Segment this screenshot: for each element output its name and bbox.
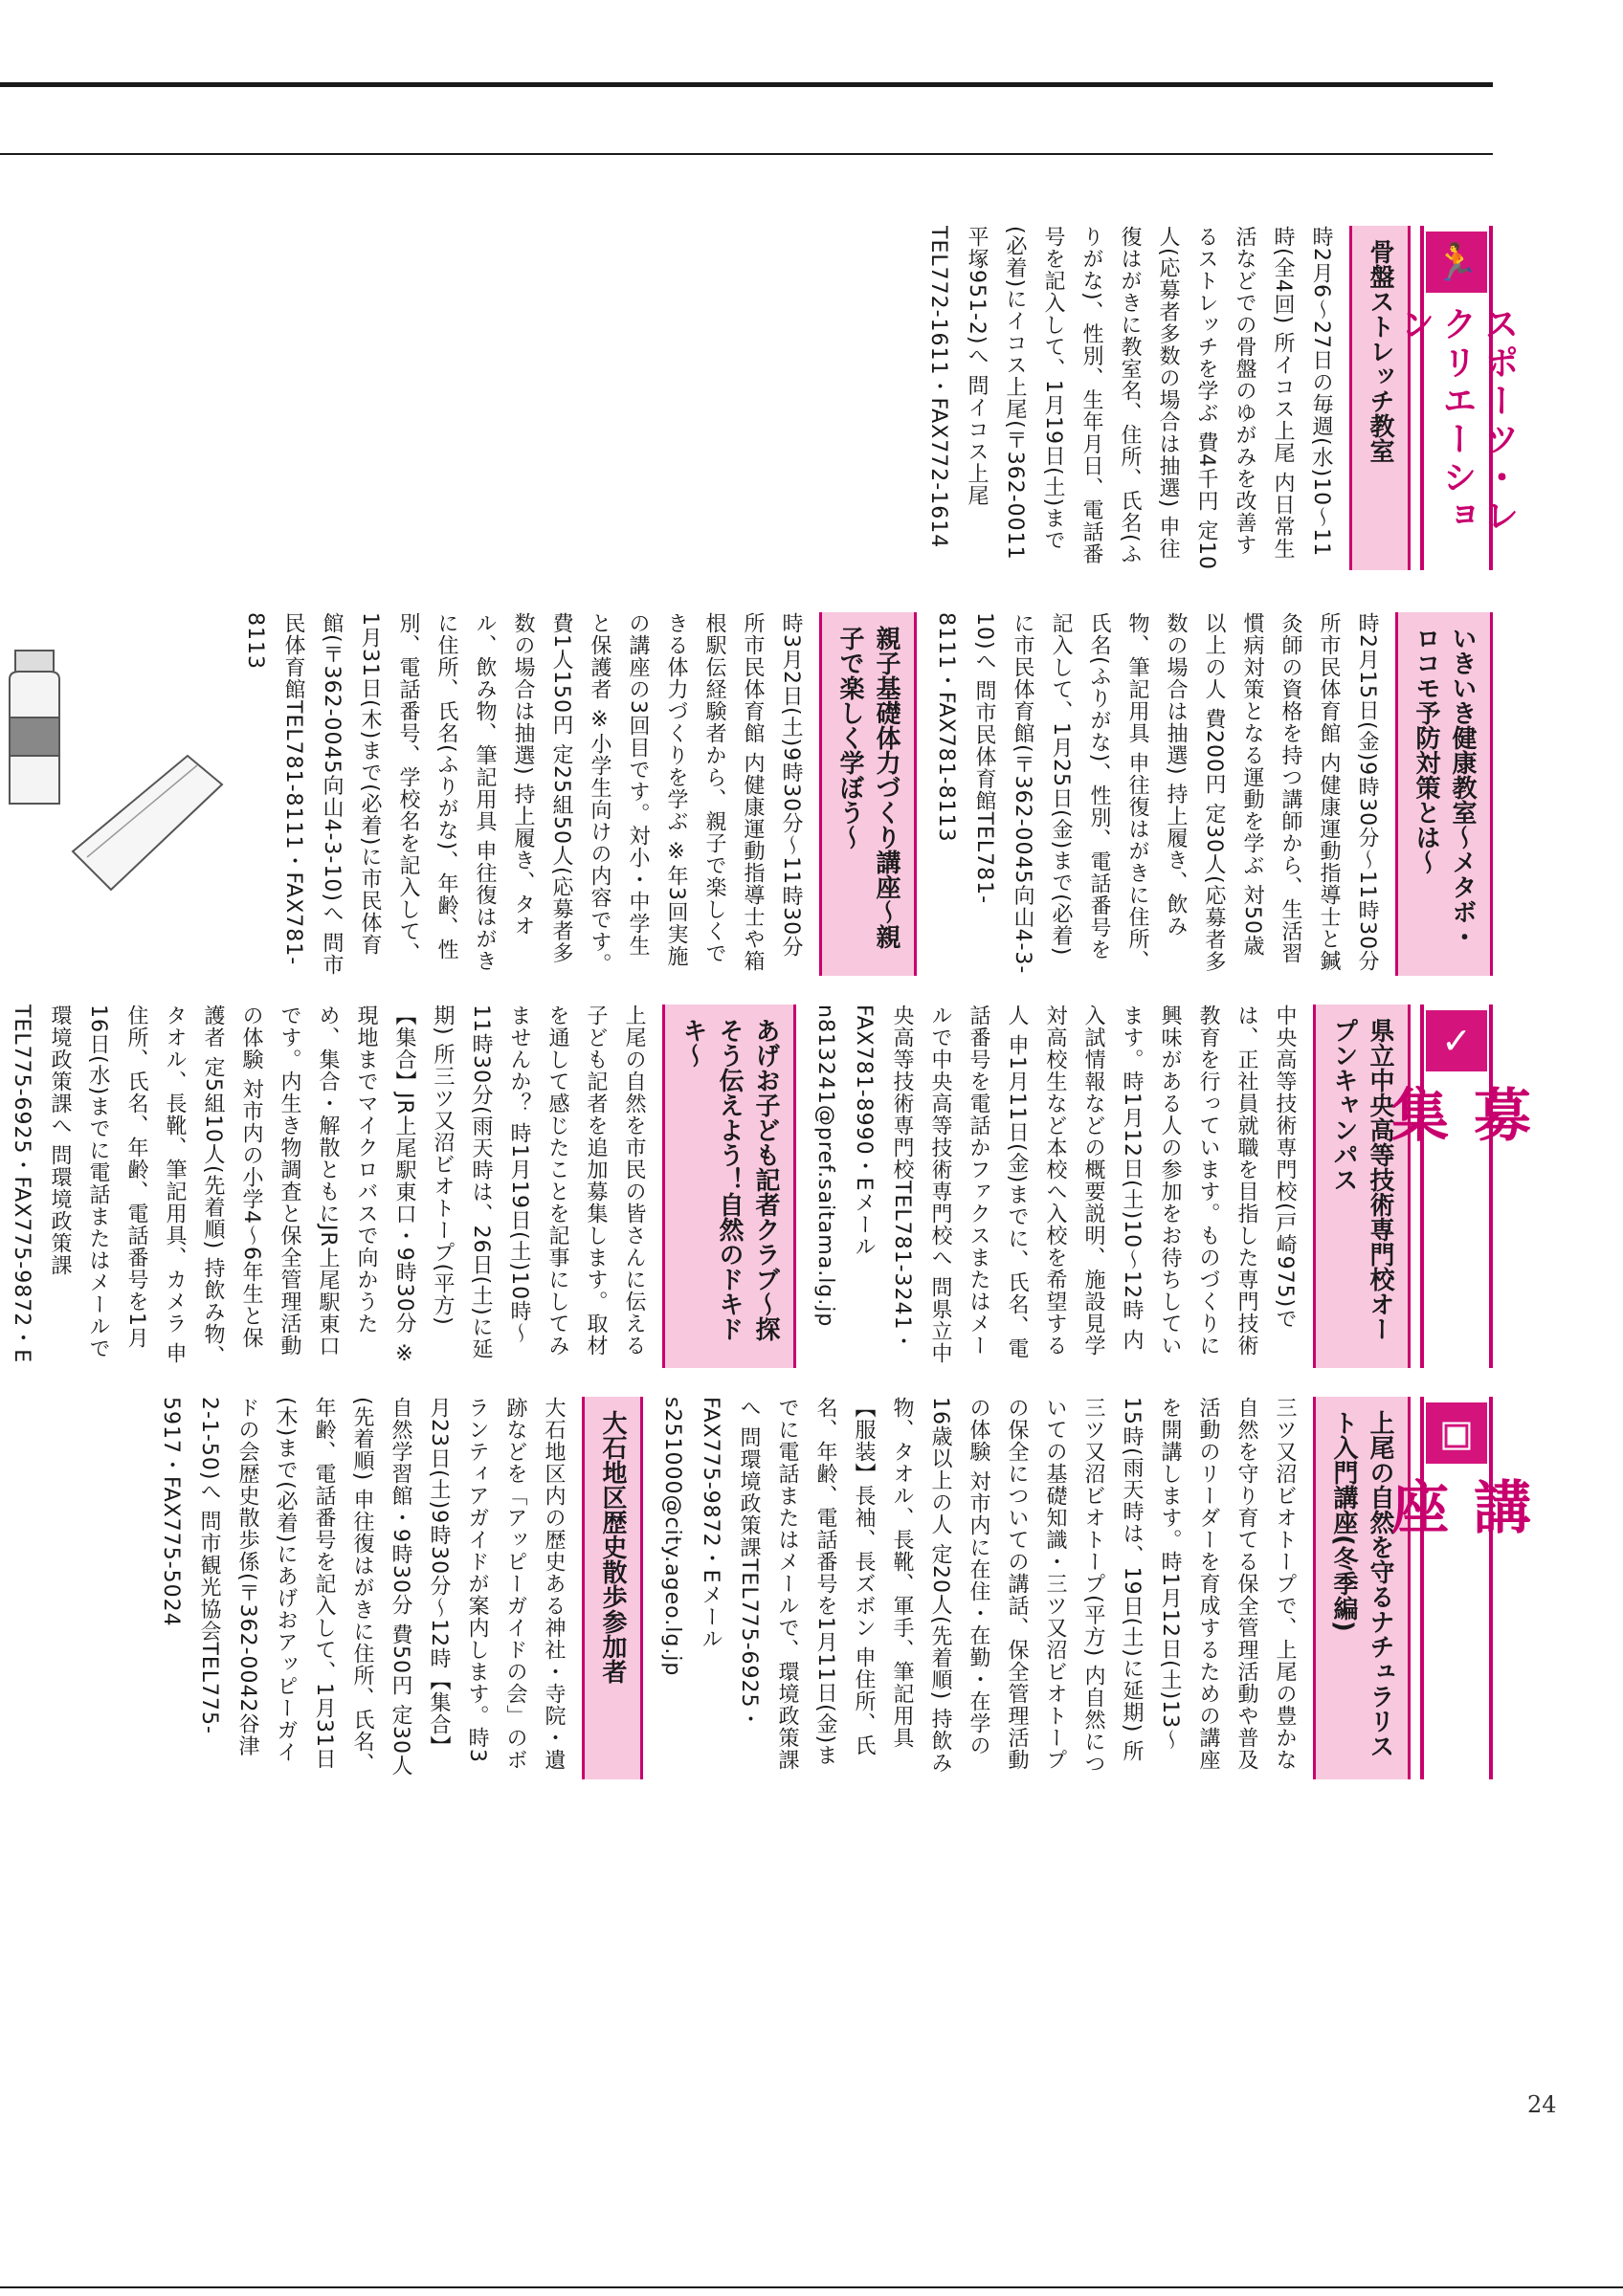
- school-body: 中央高等技術専門校(戸崎975)では、正社員就職を目指した専門技術教育を行っています。ものづくりに興味がある人の参加をお待ちしています。時1月12日(土)10～12時 内入試情報などの概要説明、施設見学 対高校生など本校へ入校を希望する人 申1月11日(金)までに、氏名、電話番号を電話かファクスまたはメールで中央高等技術専門校へ 問県立中央高等技術専門校TEL781-3241・FAX781-8990・Eメールn813241@pref.saitama.lg.jp: [813, 1004, 1297, 1364]
- tier-sports-2: [115, 612, 1493, 976]
- lecture-board-icon: ▣: [1426, 1402, 1487, 1464]
- top-rule-thick: [0, 82, 1493, 87]
- tier-sports-1: [115, 226, 1519, 570]
- running-person-icon: 🏃: [1426, 232, 1487, 293]
- health-title: いきいき健康教室～メタボ・ロコモ予防対策とは～: [1395, 612, 1493, 976]
- reporter-body: 上尾の自然を市民の皆さんに伝える子ども記者を追加募集します。取材を通して感じたことを記事にしてみませんか？ 時1月19日(土)10時～11時30分(雨天時は、26日(土)に延期) 所三ツ又沼ビオトープ(平方)【集合】JR上尾駅東口・9時30分 ※現地までマイクロバスで向かうため、集合・解散ともにJR上尾駅東口です。内生き物調査と保全管理活動の体験 対市内の小学4～6年生と保護者 定5組10人(先着順) 持飲み物、タオル、長靴、筆記用具、カメラ 申住所、氏名、年齢、電話番号を1月16日(水)までに電話またはメールで環境政策課へ 問環境政策課TEL775-6925・FAX775-9872・E: [10, 1004, 646, 1368]
- category-sports: [1395, 226, 1519, 570]
- parent-title: 親子基礎体力づくり講座～親子で楽しく学ぼう～: [819, 612, 917, 976]
- reporter-title: あげお子ども記者クラブ～探そう伝えよう！自然のドキドキ～: [662, 1004, 796, 1368]
- page-number: 24: [1527, 2091, 1557, 2118]
- category-recruit-title: 募 集: [1382, 1085, 1531, 1314]
- tier-course: [115, 1397, 1531, 1779]
- bottom-rule: [0, 2286, 1623, 2288]
- category-sports-title: スポーツ・レクリエーション: [1395, 306, 1519, 536]
- category-recruit: [1382, 1004, 1531, 1368]
- tier-recruit: [10, 1004, 1531, 1368]
- check-pen-icon: ✓: [1426, 1010, 1487, 1071]
- naturalist-body: 三ツ又沼ビオトープで、上尾の豊かな自然を守り育てる保全管理活動や普及活動のリーダーを育成するための講座を開講します。時1月12日(土)13～15時(雨天時は、19日(土)に延期) 所三ツ又沼ビオトープ(平方) 内自然についての基礎知識・三ツ又沼ビオトープの保全についての講話、保全管理活動の体験 対市内に在住・在勤・在学の16歳以上の人 定20人(先着順) 持飲み物、タオル、長靴、軍手、筆記用具【服装】長袖、長ズボン 申住所、氏名、年齢、電話番号を1月11日(金)までに電話またはメールで、環境政策課へ 問環境政策課TEL775-6925・FAX775-9872・Eメールs251000@city.ageo.lg.jp: [660, 1397, 1297, 1776]
- health-body: 時2月15日(金)9時30分～11時30分 所市民体育館 内健康運動指導士と鍼灸師の資格を持つ講師から、生活習慣病対策となる運動を学ぶ 対50歳以上の人 費200円 定30人(応募者多数の場合は抽選) 持上履き、飲み物、筆記用具 申往復はがきに住所、氏名(ふりがな)、性別、電話番号を記入して、1月25日(金)まで(必着)に市民体育館(〒362-0045向山4-3-10)へ 問市民体育館TEL781-8111・FAX781-8113: [934, 612, 1379, 975]
- history-body: 大石地区内の歴史ある神社・寺院・遺跡などを「アッピーガイドの会」のボランティアガイドが案内します。時3月23日(土)9時30分～12時【集合】自然学習館・9時30分 費50円 定30人(先着順) 申往復はがきに住所、氏名、年齢、電話番号を記入して、1月31日(木)まで(必着)にあげおアッピーガイドの会歴史散歩係(〒362-0042谷津2-1-50)へ 問市観光協会TEL775-5917・FAX775-5024: [159, 1397, 566, 1777]
- category-course-title: 講 座: [1382, 1477, 1531, 1707]
- stretch-title: 骨盤ストレッチ教室: [1349, 226, 1411, 570]
- history-title: 大石地区歴史散歩参加者: [582, 1397, 643, 1779]
- parent-body: 時3月2日(土)9時30分～11時30分 所市民体育館 内健康運動指導士や箱根駅伝経験者から、親子で楽しくできる体力づくりを学ぶ ※年3回実施の講座の3回目です。対小・中学生と保護者 ※小学生向けの内容です。費1人150円 定25組50人(応募者多数の場合は抽選) 持上履き、タオル、飲み物、筆記用具 申往復はがきに住所、氏名(ふりがな)、年齢、性別、電話番号、学校名を記入して、1月31日(木)まで(必着)に市民体育館(〒362-0045向山4-3-10)へ 問市民体育館TEL781-8111・FAX781-8113: [243, 612, 803, 976]
- category-course: [1382, 1397, 1531, 1779]
- stretch-body: 時2月6～27日の毎週(水)10～11時(全4回) 所イコス上尾 内日常生活などでの骨盤のゆがみを改善するストレッチを学ぶ 費4千円 定10人(応募者多数の場合は抽選) 申往復はがきに教室名、住所、氏名(ふりがな)、性別、生年月日、電話番号を記入して、1月19日(土)まで(必着)にイコス上尾(〒362-0011平塚951-2)へ 問イコス上尾TEL772-1611・FAX772-1614: [926, 226, 1333, 570]
- top-rule-thin: [0, 153, 1493, 155]
- school-title: 県立中央高等技術専門校オープンキャンパス: [1313, 1004, 1411, 1368]
- bottle-towel-illustration: [0, 612, 226, 976]
- naturalist-title: 上尾の自然を守るナチュラリスト入門講座(冬季編): [1313, 1397, 1411, 1779]
